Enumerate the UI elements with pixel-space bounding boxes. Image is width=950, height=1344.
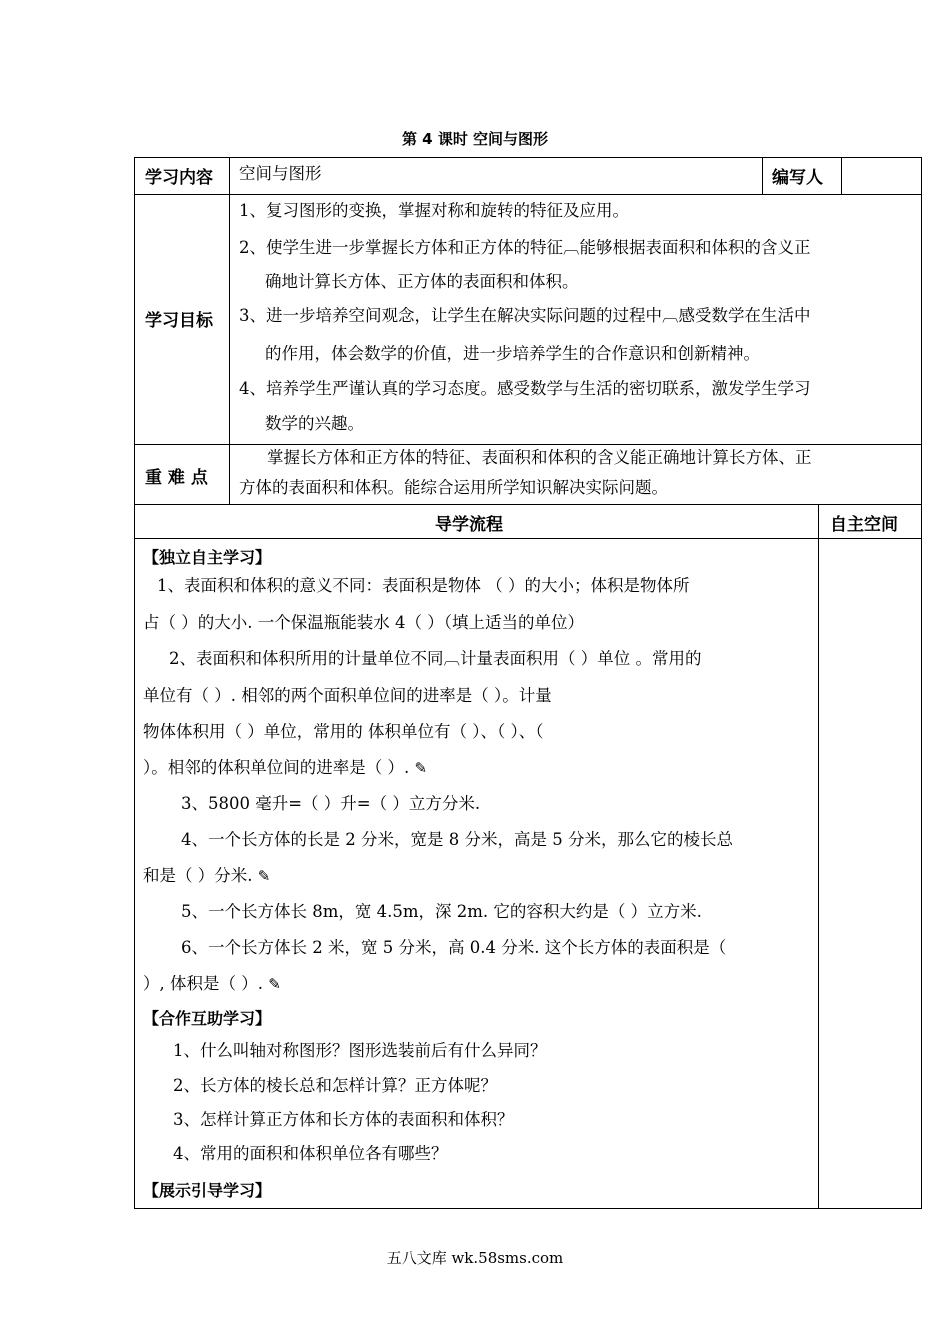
goal-line: 确地计算长方体、正方体的表面积和体积。 xyxy=(265,272,579,291)
exercise-line: 物体体积用（ ）单位，常用的 体积单位有（ ）、（ ）、（ xyxy=(143,722,544,741)
exercise-line: 和是（ ）分米. ✎ xyxy=(143,866,271,885)
question-line: 4、常用的面积和体积单位各有哪些？ xyxy=(173,1144,448,1163)
mark-icon: ✎ xyxy=(414,759,428,777)
question-line: 1、什么叫轴对称图形？图形选装前后有什么异同？ xyxy=(173,1041,547,1060)
exercise-line: 6、一个长方体长 2 米，宽 5 分米，高 0.4 分米. 这个长方体的表面积是（ xyxy=(181,938,727,957)
section-title-presentation: 【展示引导学习】 xyxy=(143,1181,272,1200)
key-points-label: 重 难 点 xyxy=(145,468,208,488)
question-line: 3、怎样计算正方体和长方体的表面积和体积？ xyxy=(173,1110,514,1129)
space-header: 自主空间 xyxy=(830,515,898,535)
goal-line: 1、复习图形的变换，掌握对称和旋转的特征及应用。 xyxy=(239,201,629,220)
goal-line: 数学的兴趣。 xyxy=(265,414,364,433)
goal-line: 3、进一步培养空间观念，让学生在解决实际问题的过程中︹感受数学在生活中 xyxy=(239,306,811,325)
exercise-line: 4、一个长方体的长是 2 分米，宽是 8 分米，高是 5 分米，那么它的棱长总 xyxy=(181,830,733,849)
section-title-cooperative: 【合作互助学习】 xyxy=(143,1009,272,1028)
exercise-line: 占（ ）的大小. 一个保温瓶能装水 4（ ）（填上适当的单位） xyxy=(143,613,584,632)
author-label: 编写人 xyxy=(772,168,823,188)
exercise-line: 单位有（ ）. 相邻的两个面积单位间的进率是（ ）。计量 xyxy=(143,686,552,705)
exercise-line: 1、表面积和体积的意义不同：表面积是物体 （ ）的大小；体积是物体所 xyxy=(157,576,690,595)
exercise-line: 3、5800 毫升=（ ）升=（ ）立方分米. xyxy=(181,794,481,813)
mark-icon: ✎ xyxy=(257,867,271,885)
key-point-line: 方体的表面积和体积。能综合运用所学知识解决实际问题。 xyxy=(239,478,668,497)
lesson-table xyxy=(134,157,922,1209)
goal-line: 的作用，体会数学的价值，进一步培养学生的合作意识和创新精神。 xyxy=(265,344,760,363)
content-value: 空间与图形 xyxy=(239,164,322,183)
mark-icon: ✎ xyxy=(268,975,281,993)
process-header: 导学流程 xyxy=(435,515,503,535)
key-point-line: 掌握长方体和正方体的特征、表面积和体积的含义能正确地计算长方体、正 xyxy=(267,448,812,467)
question-line: 2、长方体的棱长总和怎样计算？正方体呢？ xyxy=(173,1076,497,1095)
goal-line: 2、使学生进一步掌握长方体和正方体的特征︹能够根据表面积和体积的含义正 xyxy=(239,238,811,257)
goals-label: 学习目标 xyxy=(145,311,213,331)
section-title-independent: 【独立自主学习】 xyxy=(143,548,272,567)
exercise-line: ）, 体积是（ ）. ✎ xyxy=(143,974,281,993)
footer-watermark: 五八文库 wk.58sms.com xyxy=(386,1249,564,1267)
exercise-line: 2、表面积和体积所用的计量单位不同︹计量表面积用（ ）单位 。常用的 xyxy=(169,649,702,668)
page-title: 第 4 课时 空间与图形 xyxy=(401,130,549,148)
content-label: 学习内容 xyxy=(145,168,213,188)
exercise-line: ）。相邻的体积单位间的进率是（ ）. ✎ xyxy=(143,758,428,777)
exercise-line: 5、一个长方体长 8m，宽 4.5m，深 2m. 它的容积大约是（ ）立方米. xyxy=(181,902,702,921)
goal-line: 4、培养学生严谨认真的学习态度。感受数学与生活的密切联系，激发学生学习 xyxy=(239,379,811,398)
